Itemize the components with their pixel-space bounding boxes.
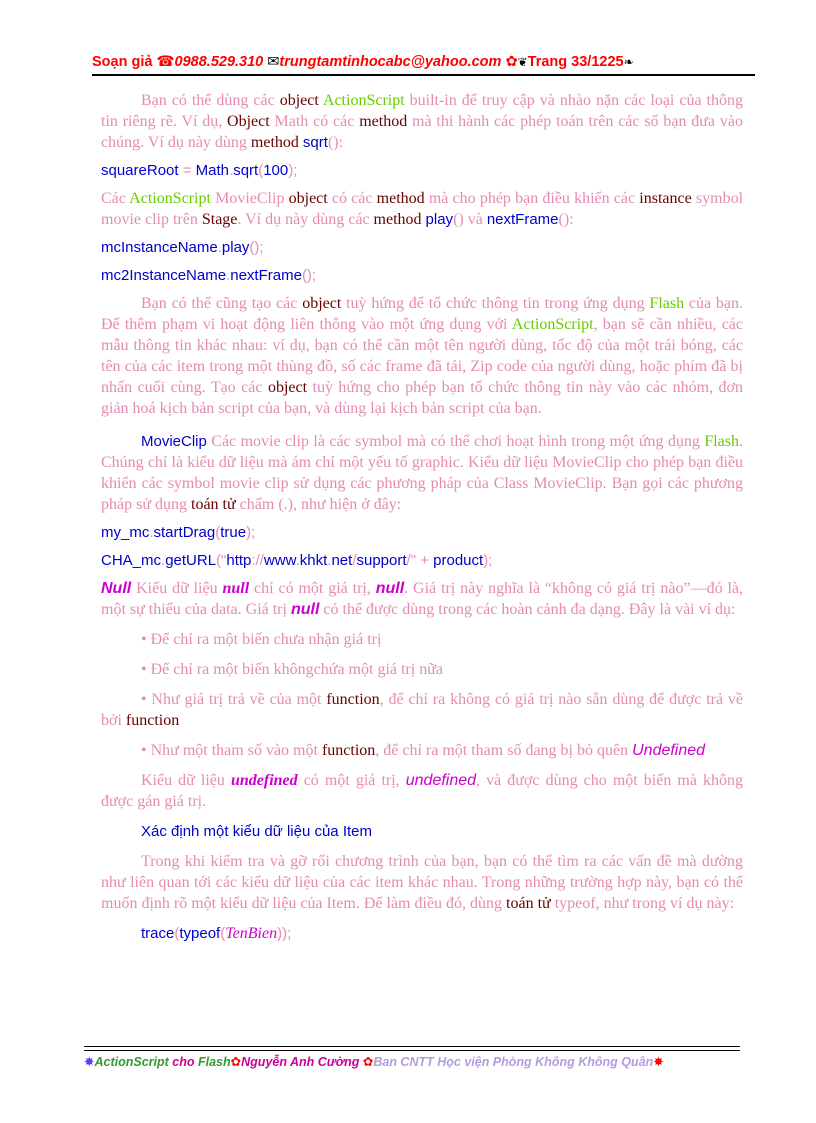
author-label: Soạn giả bbox=[92, 54, 153, 70]
phone-number: 0988.529.310 bbox=[174, 54, 264, 70]
keyword-method: method bbox=[250, 134, 299, 151]
code-line-startdrag: my_mc.startDrag(true); bbox=[101, 524, 256, 541]
paragraph-movieclip-type: MovieClip Các movie clip là các symbol mà có thể chơi hoạt hình trong một ứng dụng Flash. Chúng chỉ là kiểu dữ liệu mà ám chỉ một yếu tố graphic. Kiểu dữ liệu MovieClip cho phép bạn điều khiển các symbol movie clip sử dụng các phương pháp của Class MovieClip. Bạn gọi các phương pháp sử dụng toán tử chấm (.), như hiện ở đây: bbox=[101, 433, 743, 513]
star-icon: ✸ bbox=[84, 1055, 95, 1069]
term-movieclip: MovieClip bbox=[141, 433, 207, 450]
code-line-trace: trace(typeof(TenBien)); bbox=[141, 925, 292, 942]
paragraph-null-type: Null Kiểu dữ liệu null chỉ có một giá trị, null. Giá trị này nghĩa là “không có giá trị nào”—đó là, một sự thiếu của data. Giá trị null có thể được dùng trong các hoàn cảnh đa dạng. Đây là vài ví dụ: bbox=[101, 580, 743, 618]
footer-org: Ban CNTT Học viện Phòng Không Không Quân bbox=[373, 1055, 654, 1069]
swirl-left-icon: ❦ bbox=[517, 55, 528, 69]
paragraph-movieclip-object: Các ActionScript MovieClip object có các method mà cho phép bạn điều khiển các instance symbol movie clip trên Stage. Ví dụ này dùng các method play() và nextFrame(): bbox=[101, 190, 744, 228]
mail-icon: ✉ bbox=[267, 54, 280, 70]
bullet-item: • Như giá trị trả về của một function, để chỉ ra không có giá trị nào sẵn dùng để được trả về bởi function bbox=[101, 691, 743, 729]
bullet-item: • Để chỉ ra một biến chưa nhận giá trị bbox=[141, 631, 382, 648]
keyword-object: object bbox=[279, 92, 319, 109]
flower-icon: ✸ bbox=[653, 1055, 664, 1069]
flower-icon: ✿ bbox=[362, 1055, 374, 1069]
bullet-item: • Để chỉ ra một biến khôngchứa một giá trị nữa bbox=[141, 661, 443, 678]
paragraph-typeof: Trong khi kiểm tra và gỡ rối chương trình của bạn, bạn có thể tìm ra các vấn đề mà dường như liên quan tới các kiểu dữ liệu của các item khác nhau. Trong những trường hợp này, bạn có thể muốn định rõ một kiểu dữ liệu của Item. Để làm điều đó, dùng toán tử typeof, như trong ví dụ này: bbox=[101, 853, 743, 912]
code-line-geturl: CHA_mc.getURL("http://www.khkt.net/support/" + product); bbox=[101, 552, 493, 569]
footer-author: Nguyễn Anh Cường bbox=[241, 1055, 360, 1069]
phone-icon: ☎ bbox=[156, 54, 175, 70]
paragraph-custom-objects: Bạn có thể cũng tạo các object tuỳ hứng để tổ chức thông tin trong ứng dụng Flash của bạn. Để thêm phạm vi hoạt động liên thông vào một ứng dụng với ActionScript, bạn sẽ cần nhiều, các mẫu thông tin khác nhau: ví dụ, bạn có thể cần một tên người dùng, tốc độ của một trái bóng, các tên của các item trong một thùng đồ, số các frame đã tải, Zip code của người dùng, hoặc phím đã bị nhấn cuối cùng. Tạo các object tuỳ hứng cho phép bạn tổ chức thông tin này vào các nhóm, đơn giản hoá kịch bản script của bạn, và dùng lại kịch bản script của bạn. bbox=[101, 295, 744, 417]
code-line-sqrt: squareRoot = Math.sqrt(100); bbox=[101, 162, 298, 179]
term-null: Null bbox=[101, 580, 132, 597]
keyword-object: Object bbox=[227, 113, 270, 130]
section-heading: Xác định một kiểu dữ liệu của Item bbox=[141, 823, 372, 840]
code-line-play: mcInstanceName.play(); bbox=[101, 239, 264, 256]
page-number: Trang 33/1225 bbox=[527, 54, 624, 70]
paragraph-builtin-objects: Bạn có thể dùng các object ActionScript built-in để truy cập và nhào nặn các loại của thông tin riêng rẽ. Ví dụ, Object Math có các method mà thi hành các phép toán trên các số bạn đưa vào chúng. Ví dụ này dùng method sqrt(): bbox=[101, 92, 744, 151]
code-line-nextframe: mc2InstanceName.nextFrame(); bbox=[101, 267, 317, 284]
flower-icon: ✿ bbox=[230, 1055, 242, 1069]
keyword-actionscript: ActionScript bbox=[322, 92, 405, 109]
term-undefined: Undefined bbox=[632, 742, 706, 759]
email-address: trungtamtinhocabc@yahoo.com bbox=[279, 54, 502, 70]
bullet-item: • Như một tham số vào một function, để chỉ ra một tham số đang bị bỏ quên Undefined bbox=[141, 742, 706, 759]
keyword-method: method bbox=[359, 113, 408, 130]
page-content bbox=[101, 90, 743, 944]
paragraph-undefined-type: Kiểu dữ liệu undefined có một giá trị, undefined, và được dùng cho một biến mà không được gán giá trị. bbox=[101, 772, 744, 810]
footer-divider bbox=[84, 1046, 740, 1051]
function-sqrt: sqrt bbox=[302, 134, 328, 151]
swirl-right-icon: ❧ bbox=[623, 55, 634, 69]
flower-icon: ✿ bbox=[505, 54, 518, 70]
page-footer: ✸ActionScript cho Flash✿Nguyễn Anh Cường ✿Ban CNTT Học viện Phòng Không Không Quân✸ bbox=[84, 1055, 664, 1069]
header-divider bbox=[92, 74, 755, 76]
